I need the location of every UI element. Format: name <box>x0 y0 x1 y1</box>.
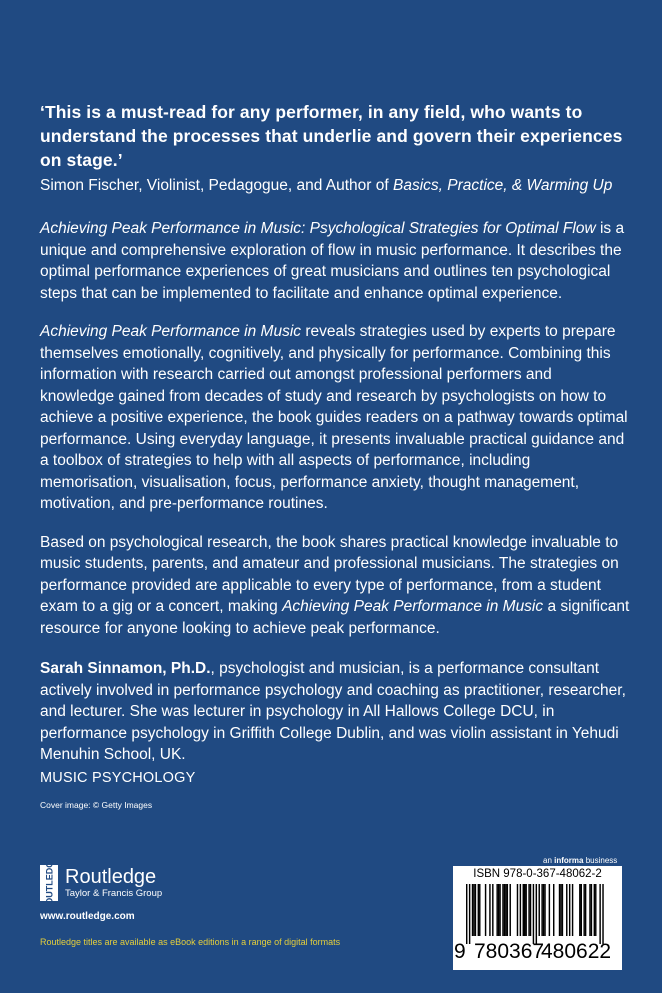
barcode-bar <box>539 884 540 936</box>
book-title: Achieving Peak Performance in Music <box>40 323 302 340</box>
isbn-label: ISBN 978-0-367-48062-2 <box>473 868 602 880</box>
barcode-digit-lead: 9 <box>454 940 466 963</box>
barcode-bar <box>533 884 534 944</box>
barcode-bar <box>536 884 537 944</box>
barcode-bar <box>504 884 505 936</box>
barcode-bar <box>469 884 470 944</box>
barcode-bar <box>581 884 582 936</box>
barcode-bar <box>583 884 584 936</box>
publisher-website: www.routledge.com <box>40 911 135 922</box>
barcode-bar <box>499 884 500 936</box>
barcode-bar <box>595 884 596 936</box>
barcode-bar <box>566 884 567 936</box>
barcode-bar <box>498 884 499 936</box>
barcode-bar <box>560 884 561 936</box>
barcode-bar <box>530 884 531 936</box>
barcode-bar <box>492 884 493 936</box>
routledge-mark-icon: ROUTLEDGE <box>40 865 58 901</box>
informa-business-tag: an informa business <box>543 856 618 865</box>
barcode-bar <box>572 884 573 936</box>
barcode-digits <box>453 936 622 970</box>
description-paragraph-3: Based on psychological research, the book shares practical knowledge invaluable to music students, parents, and amateur and professional musicians. The strategies on performance provided are applicable to every type of performance, from a student exam to a gig or a concert, making Achieving Peak Performance in Music a significant resource for anyone looking to achieve peak performance. <box>40 533 630 637</box>
barcode-bar <box>599 884 600 944</box>
barcode-bar <box>496 884 497 936</box>
barcode-bar <box>562 884 563 936</box>
barcode-bar <box>475 884 476 936</box>
barcode-bar <box>602 884 603 944</box>
endorsement-attribution <box>40 175 630 197</box>
routledge-logo <box>40 854 163 912</box>
barcode-bar <box>525 884 526 936</box>
publisher-name: Routledge <box>65 866 157 888</box>
barcode-bar <box>569 884 570 936</box>
barcode-bar <box>505 884 506 936</box>
barcode-bar <box>510 884 511 936</box>
barcode-bar <box>585 884 586 936</box>
author-name: Sarah Sinnamon, Ph.D. <box>40 660 211 677</box>
barcode-bar <box>485 884 486 936</box>
barcode-bar <box>559 884 560 936</box>
barcode-bar <box>517 884 518 936</box>
barcode-bar <box>591 884 592 936</box>
subject-category: MUSIC PSYCHOLOGY <box>40 770 196 786</box>
barcode-bar <box>541 884 542 936</box>
book-title: Achieving Peak Performance in Music: Psychological Strategies for Optimal Flow <box>40 220 596 237</box>
barcode-bar <box>478 884 479 936</box>
barcode-bar <box>489 884 490 936</box>
back-cover-text <box>40 100 630 766</box>
barcode-bar <box>544 884 545 936</box>
barcode-bar <box>473 884 474 936</box>
barcode-bar <box>472 884 473 936</box>
cover-image-credit: Cover image: © Getty Images <box>40 800 153 810</box>
barcode-bar <box>466 884 467 944</box>
barcode-digits-right: 480622 <box>541 940 612 963</box>
attribution-book-titles: Basics, Practice, & Warming Up <box>393 177 613 194</box>
barcode-bar <box>553 884 554 936</box>
barcode-bar <box>579 884 580 936</box>
barcode-bar <box>479 884 480 936</box>
barcode-bar <box>523 884 524 936</box>
description-paragraph-2: Achieving Peak Performance in Music reveals strategies used by experts to prepare themselves emotionally, cognitively, and physically for performance. Combining this information with research carried out amongst professional performers and knowledge gained from decades of study and research by psychologists on how to achieve a positive experience, the book guides readers on a pathway towards optimal performance. Using everyday language, it presents invaluable practical guidance and a toolbox of strategies to help with all aspects of performance, including memorisation, visualisation, focus, performance anxiety, thought management, motivation, and pre-performance routines. <box>40 323 628 512</box>
publisher-group: Taylor & Francis Group <box>65 888 163 899</box>
barcode-bar <box>528 884 529 936</box>
barcode-digits-left: 780367 <box>474 940 545 963</box>
ebook-availability-note: Routledge titles are available as eBook editions in a range of digital formats <box>40 937 341 947</box>
barcode-bar <box>589 884 590 936</box>
description-paragraph-1: Achieving Peak Performance in Music: Psychological Strategies for Optimal Flow is a unique and comprehensive exploration of flow in music performance. It describes the optimal performance experiences of great musicians and outlines ten psychological steps that can be implemented to facilitate and enhance optimal experience. <box>40 220 625 302</box>
barcode-bar <box>543 884 544 936</box>
barcode-bar <box>549 884 550 936</box>
barcode-bar <box>507 884 508 936</box>
barcode-bar <box>502 884 503 936</box>
isbn-barcode <box>453 866 622 970</box>
book-title: Achieving Peak Performance in Music <box>282 598 544 615</box>
attribution-name: Simon Fischer, Violinist, Pedagogue, and Author of <box>40 177 393 194</box>
barcode-bar <box>524 884 525 936</box>
author-bio: Sarah Sinnamon, Ph.D., psychologist and musician, is a performance consultant actively involved in performance psychology and coaching as practitioner, researcher, and lecturer. She was lecturer in psychology in All Hallows College DCU, in performance psychology in Griffith College Dublin, and was violin assistant in Yehudi Menuhin School, UK. <box>40 660 626 763</box>
barcode-icon <box>466 884 609 944</box>
barcode-bar <box>594 884 595 936</box>
endorsement-quote: ‘This is a must-read for any performer, in any field, who wants to understand the processes that underlie and govern their experiences on stage.’ <box>40 102 623 170</box>
barcode-bar <box>520 884 521 936</box>
